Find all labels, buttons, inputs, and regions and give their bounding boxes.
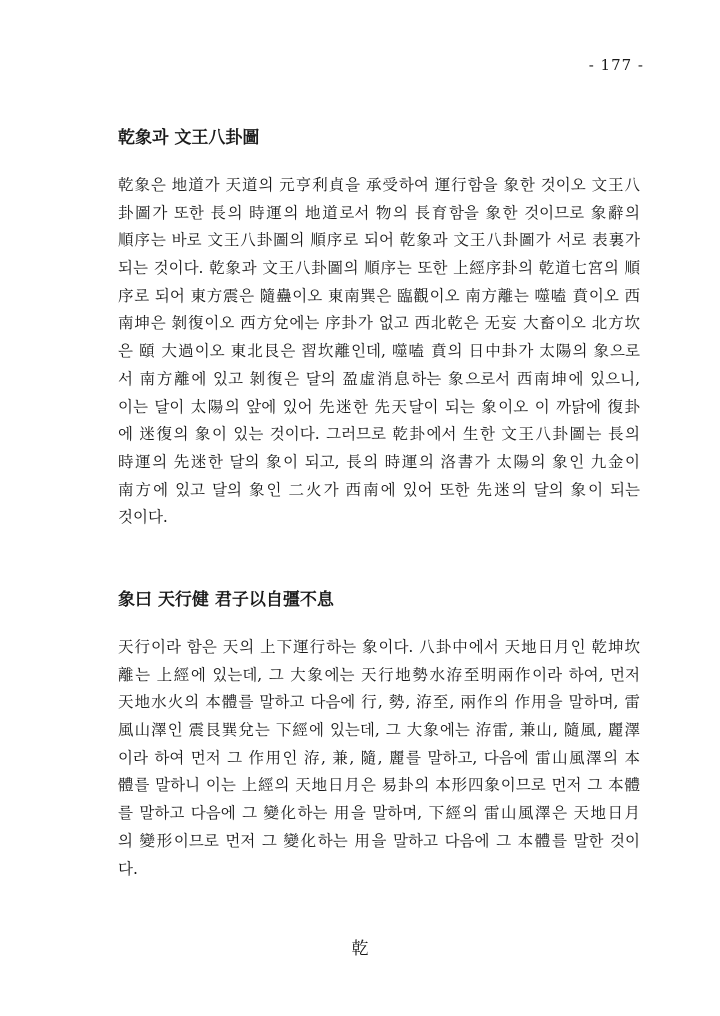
text-line: 卦圖가 또한 長의 時運의 地道로서 物의 長育함을 象한 것이므로 象辭의: [118, 203, 640, 222]
text-line: 것이다.: [118, 508, 168, 527]
text-line: 다.: [118, 859, 138, 878]
text-line: 를 말하고 다음에 그 變化하는 用을 말하며, 下經의 雷山風澤은 天地日月: [118, 804, 640, 823]
text-line: 天行이라 함은 天의 上下運行하는 象이다. 八卦中에서 天地日月인 乾坤坎: [118, 638, 640, 656]
text-line: 時運의 先迷한 달의 象이 되고, 長의 時運의 洛書가 太陽의 象인 九金이: [118, 452, 640, 471]
section-tian-xing-jian: [118, 588, 640, 883]
text-line: 이라 하여 먼저 그 作用인 洊, 兼, 隨, 麗를 말하고, 다음에 雷山風澤의 本: [118, 748, 640, 767]
section-paragraph: [118, 634, 640, 883]
text-line: 順序는 바로 文王八卦圖의 順序로 되어 乾象과 文王八卦圖가 서로 表裏가: [118, 231, 640, 250]
text-line: 乾象은 地道가 天道의 元亨利貞을 承受하여 運行함을 象한 것이오 文王八: [118, 176, 640, 194]
footer-chapter-mark: 乾: [351, 939, 369, 959]
page-number: - 177 -: [588, 56, 644, 74]
text-line: 風山澤인 震艮巽兌는 下經에 있는데, 그 大象에는 洊雷, 兼山, 隨風, 麗澤: [118, 721, 640, 740]
text-line: 離는 上經에 있는데, 그 大象에는 天行地勢水洊至明兩作이라 하여, 먼저: [118, 665, 640, 684]
text-line: 이는 달이 太陽의 앞에 있어 先迷한 先天달이 되는 象이오 이 까닭에 復卦: [118, 397, 640, 416]
section-paragraph: [118, 172, 640, 532]
text-line: 體를 말하니 이는 上經의 天地日月은 易卦의 本形四象이므로 먼저 그 本體: [118, 776, 640, 795]
text-line: 天地水火의 本體를 말하고 다음에 行, 勢, 洊至, 兩作의 作用을 말하며, 雷: [118, 693, 640, 712]
text-line: 序로 되어 東方震은 隨蠱이오 東南巽은 臨觀이오 南方離는 噬嗑 賁이오 西: [118, 286, 640, 305]
text-line: 에 迷復의 象이 있는 것이다. 그러므로 乾卦에서 生한 文王八卦圖는 長의: [118, 425, 640, 444]
text-line: 되는 것이다. 乾象과 文王八卦圖의 順序는 또한 上經序卦의 乾道七宮의 順: [118, 259, 640, 278]
section-heading: 乾象과 文王八卦圖: [118, 128, 260, 148]
section-heading: 象曰 天行健 君子以自彊不息: [118, 590, 334, 610]
section-qian-image: [118, 126, 640, 532]
text-line: 의 變形이므로 먼저 그 變化하는 用을 말하고 다음에 그 本體를 말한 것이: [118, 831, 640, 850]
text-line: 은 頤 大過이오 東北艮은 習坎離인데, 噬嗑 賁의 日中卦가 太陽의 象으로: [118, 342, 640, 361]
text-line: 南方에 있고 달의 象인 二火가 西南에 있어 또한 先迷의 달의 象이 되는: [118, 480, 640, 499]
text-line: 南坤은 剝復이오 西方兌에는 序卦가 없고 西北乾은 无妄 大畜이오 北方坎: [118, 314, 640, 333]
text-line: 서 南方離에 있고 剝復은 달의 盈虛消息하는 象으로서 西南坤에 있으니,: [118, 369, 640, 388]
